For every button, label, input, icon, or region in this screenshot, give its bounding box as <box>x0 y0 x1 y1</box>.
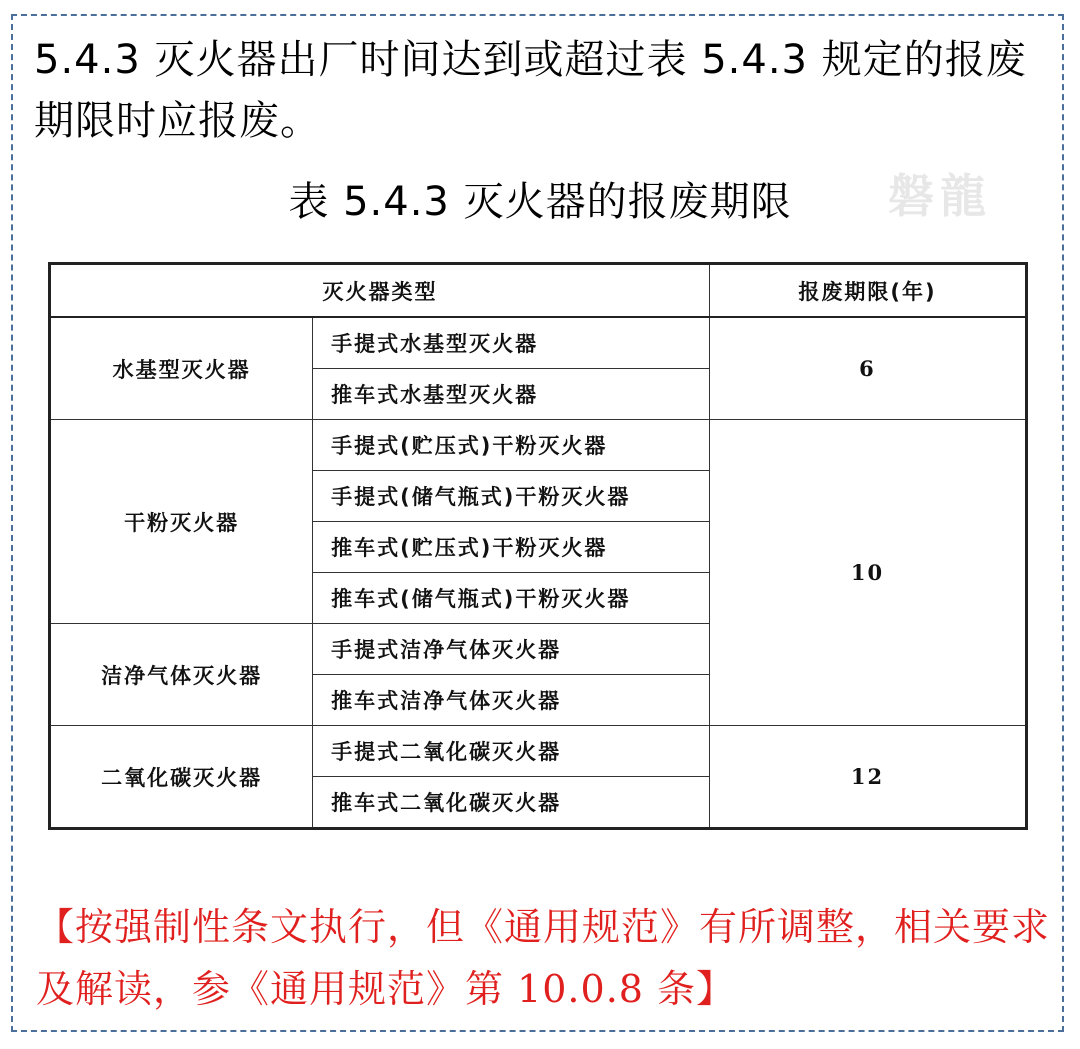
header-type: 灭火器类型 <box>50 264 710 318</box>
limit-cell: 6 <box>709 317 1026 420</box>
category-cell: 二氧化碳灭火器 <box>50 726 313 829</box>
table-row <box>50 726 1027 777</box>
type-cell: 推车式洁净气体灭火器 <box>313 675 710 726</box>
category-cell: 水基型灭火器 <box>50 317 313 420</box>
limit-cell: 12 <box>709 726 1026 829</box>
clause-text: 5.4.3 灭火器出厂时间达到或超过表 5.4.3 规定的报废期限时应报废。 <box>34 37 1027 144</box>
table-row <box>50 317 1027 369</box>
type-cell: 推车式(贮压式)干粉灭火器 <box>313 522 710 573</box>
limit-cell: 10 <box>709 420 1026 726</box>
type-cell: 手提式水基型灭火器 <box>313 317 710 369</box>
header-limit: 报废期限(年) <box>709 264 1026 318</box>
table-title: 表 5.4.3 灭火器的报废期限 <box>288 179 792 225</box>
table-row <box>50 420 1027 471</box>
table-header-row <box>50 264 1027 318</box>
mandatory-note: 【按强制性条文执行，但《通用规范》有所调整，相关要求及解读，参《通用规范》第 10.0.8 条】 <box>36 905 1051 1011</box>
type-cell: 手提式二氧化碳灭火器 <box>313 726 710 777</box>
type-cell: 推车式(储气瓶式)干粉灭火器 <box>313 573 710 624</box>
category-cell: 洁净气体灭火器 <box>50 624 313 726</box>
watermark-logo: 磐龍 <box>888 169 992 223</box>
type-cell: 手提式(储气瓶式)干粉灭火器 <box>313 471 710 522</box>
type-cell: 推车式水基型灭火器 <box>313 369 710 420</box>
category-cell: 干粉灭火器 <box>50 420 313 624</box>
type-cell: 手提式洁净气体灭火器 <box>313 624 710 675</box>
type-cell: 推车式二氧化碳灭火器 <box>313 777 710 829</box>
scrap-period-table <box>48 262 1028 830</box>
type-cell: 手提式(贮压式)干粉灭火器 <box>313 420 710 471</box>
